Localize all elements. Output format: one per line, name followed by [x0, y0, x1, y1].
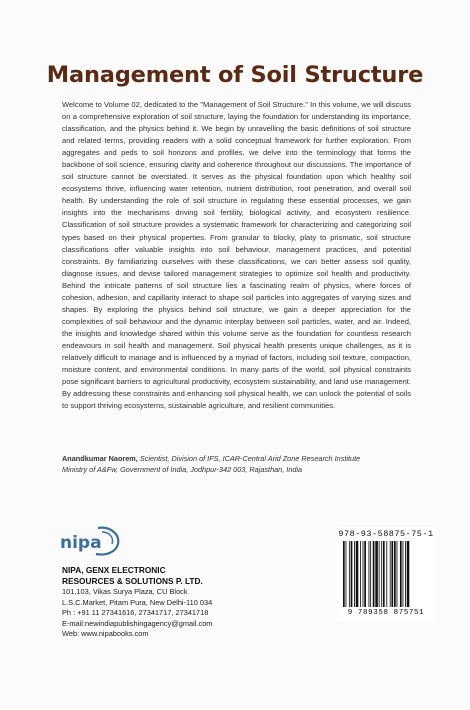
isbn-barcode	[337, 527, 435, 621]
barcode-bar	[397, 541, 398, 607]
barcode-bar	[394, 541, 396, 607]
author-line-1	[62, 453, 422, 464]
barcode-bar	[343, 541, 345, 607]
barcode-bar	[363, 541, 364, 607]
publisher-name-1: NIPA, GENX ELECTRONIC	[62, 565, 166, 575]
description-paragraph: Welcome to Volume 02, dedicated to the "Management of Soil Structure." In this volume, we will discuss on a comprehensive exploration of soil structure, laying the foundation for understanding its importance, classification, and the physics behind it. We begin by unravelling the basic definitions of soil structure and related terms, providing readers with a solid conceptual framework for further exploration. From aggregates and peds to soil horizons and profiles, we delve into the terminology that forms the backbone of soil science, ensuring clarity and coherence throughout our discussions. The importance of soil structure cannot be overstated. It serves as the physical foundation upon which healthy soil ecosystems thrive, influencing water retention, nutrient distribution, root penetration, and overall soil health. By understanding the role of soil structure in regulating these essential processes, we gain insights into the mechanisms driving soil fertility, biological activity, and ecosystem resilience. Classification of soil structure provides a systematic framework for characterizing and categorizing soil types based on their physical properties. From granular to blocky, platy to prismatic, soil structure classifications offer valuable insights into soil behaviour, management practices, and potential constraints. By familiarizing ourselves with these classifications, we can better assess soil quality, diagnose issues, and devise tailored management strategies to optimize soil health and productivity. Behind the intricate patterns of soil structure lies a fascinating realm of physics, where forces of cohesion, adhesion, and capillarity interact to shape soil particles into aggregates of varying sizes and shapes. By exploring the physics behind soil structure, we gain a deeper appreciation for the complexities of soil behaviour and the dynamic interplay between soil particles, water, and air. Indeed, the insights and knowledge shared within this volume serve as the foundation for countless research endeavours in soil health and management. Soil physical health presents unique challenges, as it is relatively difficult to manage and is influenced by a myriad of factors, including soil texture, compaction, moisture content, and environmental conditions. In many parts of the world, soil physical constraints pose significant barriers to agricultural productivity, ecosystem sustainability, and land use management. By addressing these constraints and enhancing soil physical health, we can unlock the potential of soils to support thriving ecosystems, sustainable agriculture, and resilient communities.	[62, 100, 411, 411]
author-block	[62, 453, 422, 475]
author-affiliation-1: Scientist, Division of IFS, ICAR-Central Arid Zone Research Institute	[139, 454, 361, 463]
barcode-bar	[390, 541, 391, 607]
barcode-bar	[400, 541, 402, 607]
barcode-bar	[346, 541, 347, 607]
barcode-bar	[373, 541, 375, 607]
barcode-bar	[354, 541, 355, 607]
nipa-logo-icon	[58, 524, 124, 558]
barcode-bar	[407, 541, 410, 607]
barcode-bar	[356, 541, 359, 607]
barcode-bar	[370, 541, 371, 607]
publisher-address-2: L.S.C.Market, Pitam Pura, New Delhi-110 034	[62, 597, 213, 607]
barcode-bar	[360, 541, 361, 607]
logo-text: nipa	[60, 533, 102, 553]
isbn-bottom-text: 9 789358 875751	[347, 609, 425, 617]
publisher-phone: Ph : +91 11 27341616, 27341717, 27341718	[62, 608, 209, 618]
book-title: Management of Soil Structure	[46, 62, 424, 88]
author-affiliation-2: Ministry of A&Fw, Government of India, Jodhpur-342 003, Rajasthan, India	[62, 465, 303, 474]
publisher-address-1: 101,103, Vikas Surya Plaza, CU Block	[62, 587, 188, 596]
barcode-bar	[386, 541, 387, 607]
barcode-bar	[379, 541, 380, 607]
barcode-bar	[383, 541, 385, 607]
barcode-bar	[351, 541, 353, 607]
barcode-bar	[349, 541, 350, 607]
barcode-bar	[375, 541, 378, 607]
barcode-bar	[403, 541, 404, 607]
barcode-bars	[341, 541, 431, 609]
publisher-block	[62, 565, 312, 640]
barcode-bar	[391, 541, 393, 607]
author-name: Anandkumar Naorem,	[62, 454, 138, 463]
barcode-bar	[369, 541, 370, 607]
barcode-bar	[364, 541, 366, 607]
publisher-name-2: RESOURCES & SOLUTIONS P. LTD.	[62, 576, 203, 586]
barcode-bar	[381, 541, 382, 607]
publisher-email: E-mail:newindiapublishingagency@gmail.com	[62, 618, 213, 628]
publisher-web: Web: www.nipabooks.com	[62, 629, 149, 639]
barcode-bar	[405, 541, 406, 607]
isbn-top-text: 978-93-58875-75-1	[338, 529, 434, 539]
